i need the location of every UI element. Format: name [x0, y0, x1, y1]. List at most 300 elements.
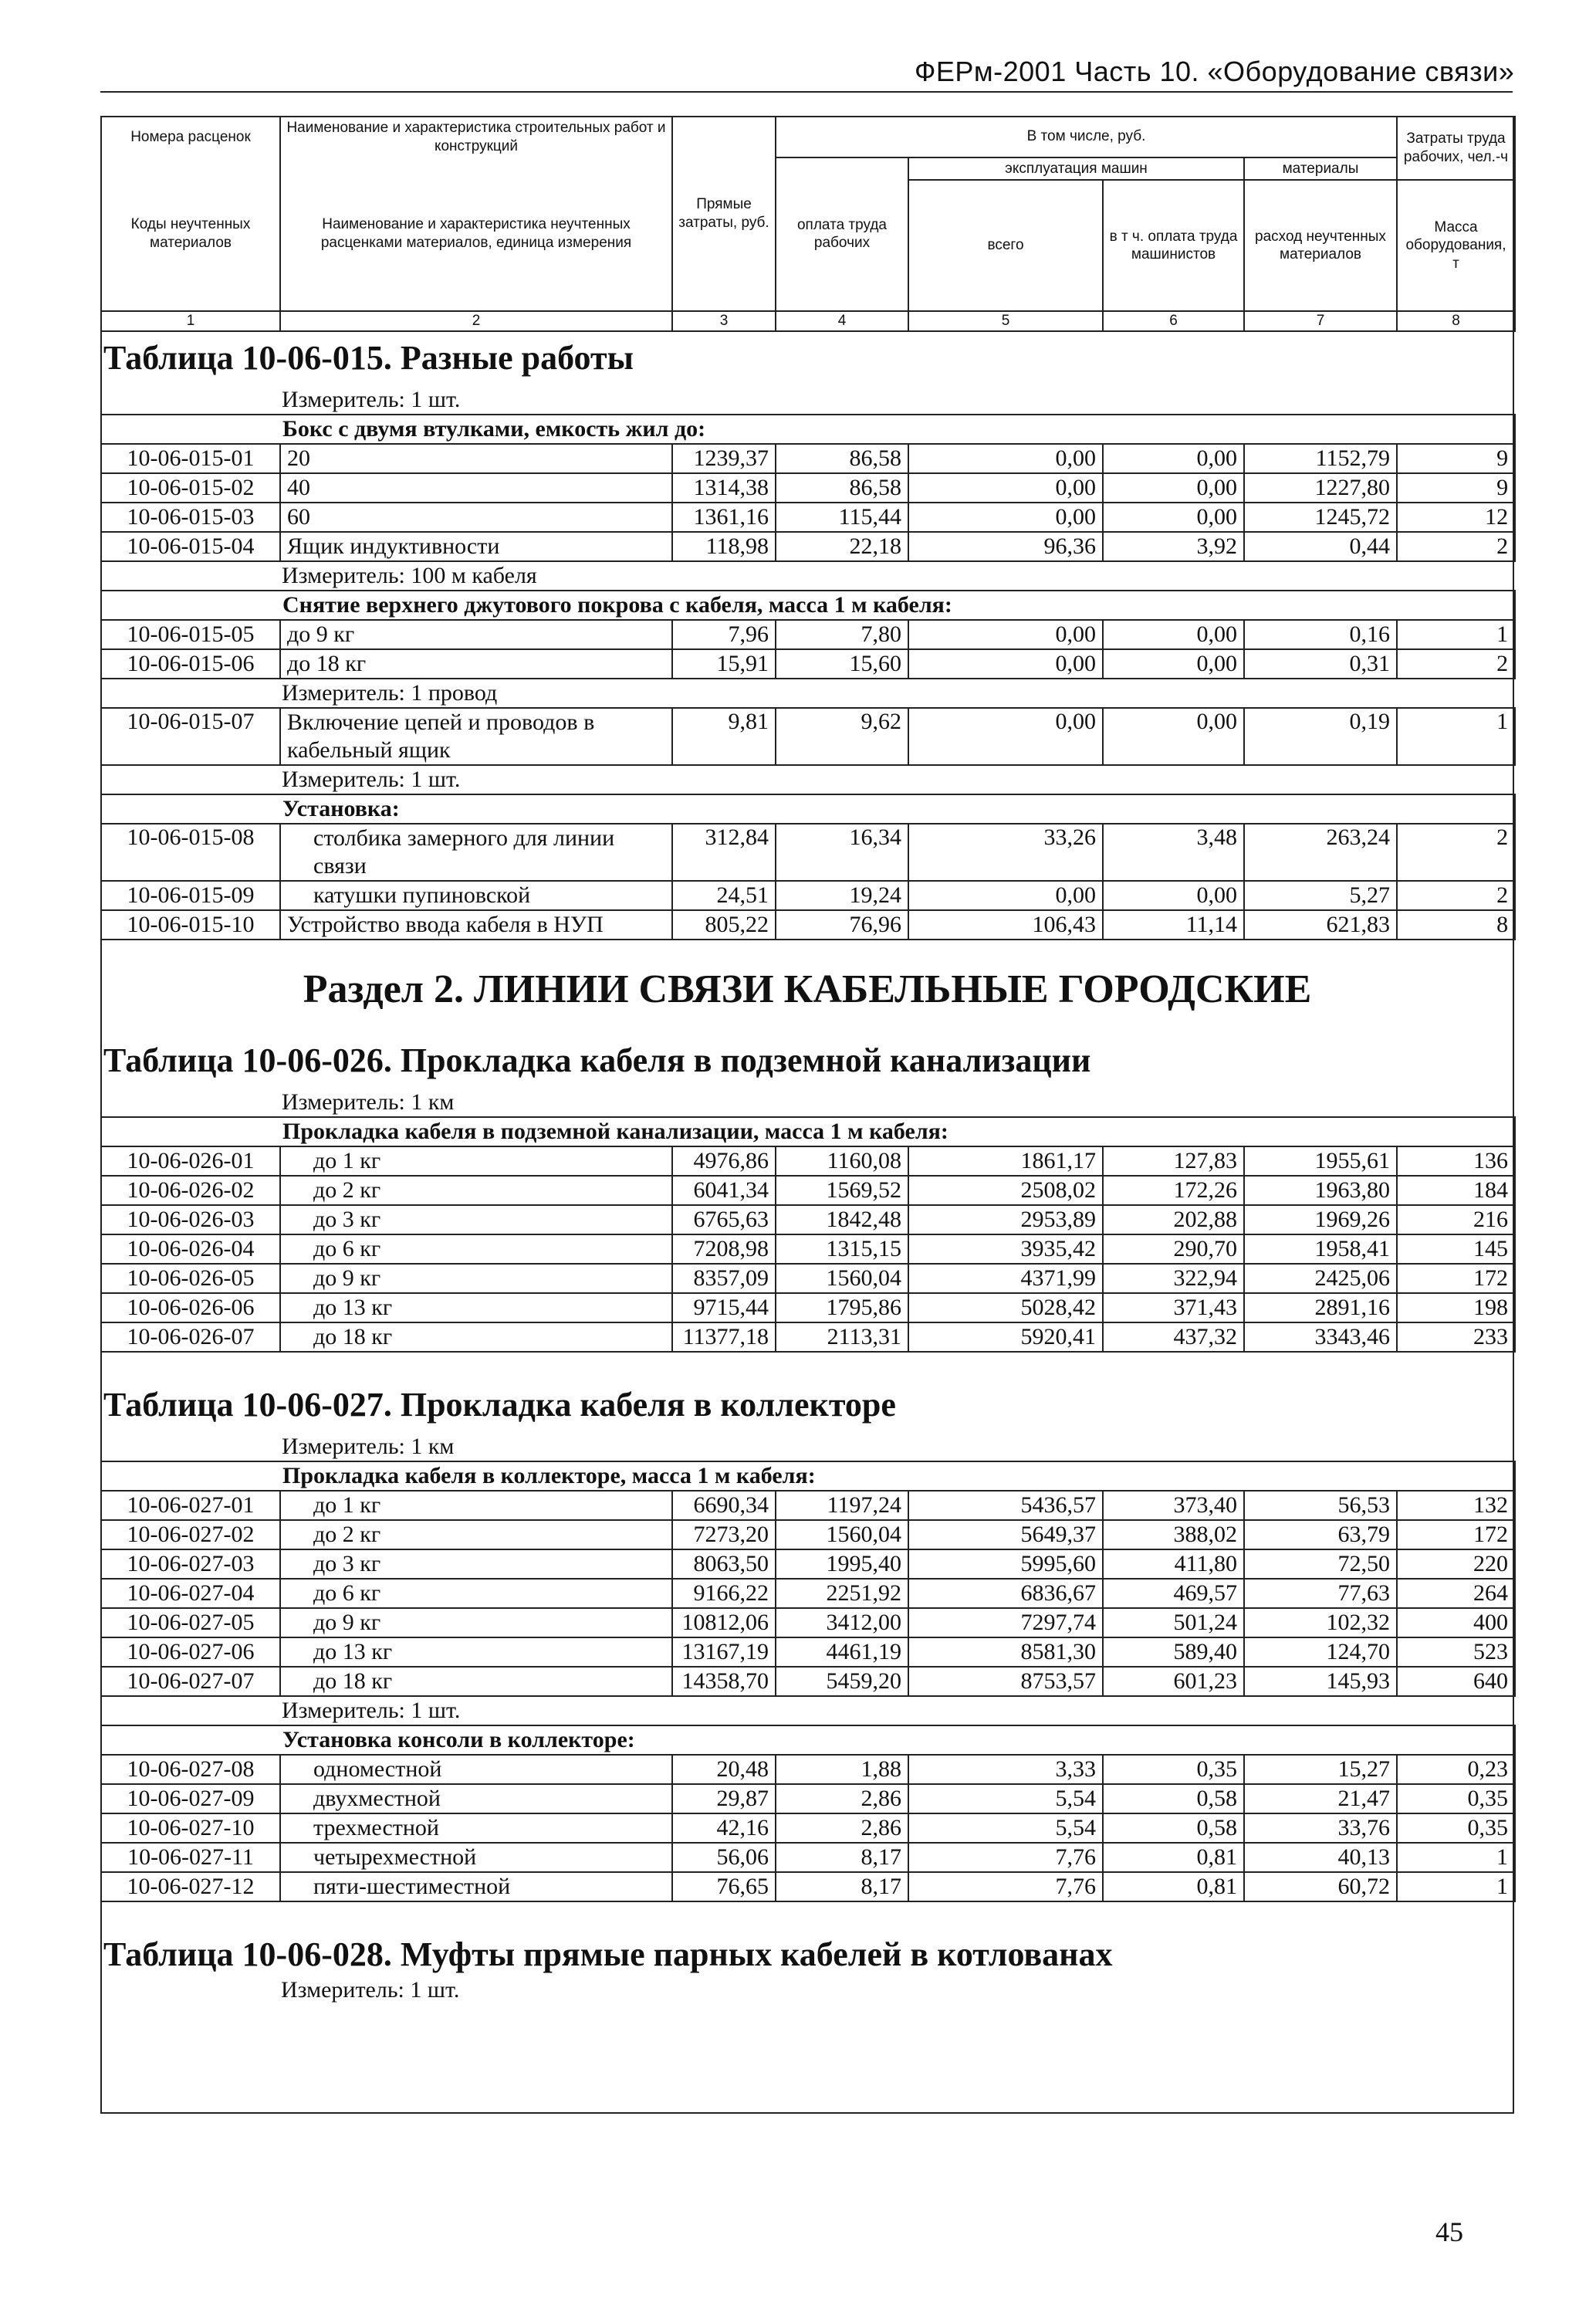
- machines-total: 7,76: [908, 1843, 1103, 1872]
- materials-cost: 0,19: [1244, 708, 1397, 765]
- table-row: [101, 708, 1515, 765]
- work-name: двухместной: [280, 1784, 672, 1813]
- materials-cost: 33,76: [1244, 1813, 1397, 1843]
- table-10-06-026: [100, 1089, 1516, 1353]
- measure-unit: Измеритель: 1 шт.: [101, 765, 1515, 794]
- rate-code: 10-06-027-08: [101, 1755, 280, 1784]
- page-number: 45: [1435, 2216, 1463, 2247]
- machines-total: 0,00: [908, 649, 1103, 679]
- machines-total: 4371,99: [908, 1264, 1103, 1293]
- materials-cost: 102,32: [1244, 1608, 1397, 1637]
- work-name: до 3 кг: [280, 1205, 672, 1234]
- materials-cost: 60,72: [1244, 1872, 1397, 1901]
- direct-costs: 56,06: [672, 1843, 776, 1872]
- direct-costs: 29,87: [672, 1784, 776, 1813]
- rate-code: 10-06-026-03: [101, 1205, 280, 1234]
- labor-costs: 2: [1397, 824, 1515, 881]
- worker-pay: 4461,19: [776, 1637, 908, 1667]
- labor-costs: 136: [1397, 1146, 1515, 1176]
- col-direct-costs: Прямые затраты, руб.: [672, 117, 776, 311]
- direct-costs: 118,98: [672, 532, 776, 561]
- operators-pay: 172,26: [1103, 1176, 1244, 1205]
- work-name: до 2 кг: [280, 1520, 672, 1549]
- content: [100, 323, 1514, 2004]
- table-10-06-028: [100, 1976, 1514, 2004]
- rate-code: 10-06-026-07: [101, 1322, 280, 1352]
- labor-costs: 184: [1397, 1176, 1515, 1205]
- direct-costs: 20,48: [672, 1755, 776, 1784]
- work-name: до 1 кг: [280, 1491, 672, 1520]
- direct-costs: 1361,16: [672, 503, 776, 532]
- worker-pay: 1,88: [776, 1755, 908, 1784]
- machines-total: 0,00: [908, 473, 1103, 503]
- table-row: [101, 824, 1515, 881]
- machines-total: 7,76: [908, 1872, 1103, 1901]
- labor-costs: 172: [1397, 1264, 1515, 1293]
- direct-costs: 312,84: [672, 824, 776, 881]
- col-number: 6: [1103, 311, 1244, 331]
- col-number: 8: [1397, 311, 1515, 331]
- worker-pay: 9,62: [776, 708, 908, 765]
- col-code-top: Номера расценок: [101, 117, 280, 157]
- machines-total: 0,00: [908, 620, 1103, 649]
- materials-cost: 0,31: [1244, 649, 1397, 679]
- machines-total: 3,33: [908, 1755, 1103, 1784]
- table-row: [101, 1872, 1515, 1901]
- table-title: Таблица 10-06-015. Разные работы: [103, 339, 634, 377]
- materials-cost: 1963,80: [1244, 1176, 1397, 1205]
- operators-pay: 0,81: [1103, 1872, 1244, 1901]
- labor-costs: 0,23: [1397, 1755, 1515, 1784]
- materials-cost: 1969,26: [1244, 1205, 1397, 1234]
- operators-pay: 601,23: [1103, 1667, 1244, 1696]
- worker-pay: 1842,48: [776, 1205, 908, 1234]
- worker-pay: 3412,00: [776, 1608, 908, 1637]
- machines-total: 0,00: [908, 503, 1103, 532]
- labor-costs: 132: [1397, 1491, 1515, 1520]
- work-name: до 2 кг: [280, 1176, 672, 1205]
- table-row: [101, 1491, 1515, 1520]
- rate-code: 10-06-015-09: [101, 881, 280, 910]
- work-name: 20: [280, 444, 672, 473]
- measure-unit: Измеритель: 1 км: [101, 1089, 1515, 1117]
- operators-pay: 371,43: [1103, 1293, 1244, 1322]
- work-name: трехместной: [280, 1813, 672, 1843]
- rate-code: 10-06-027-05: [101, 1608, 280, 1637]
- machines-total: 3935,42: [908, 1234, 1103, 1264]
- work-name: катушки пупиновской: [280, 881, 672, 910]
- table-row: [101, 620, 1515, 649]
- table-row: [101, 532, 1515, 561]
- rate-code: 10-06-015-10: [101, 910, 280, 940]
- operators-pay: 11,14: [1103, 910, 1244, 940]
- machines-total: 7297,74: [908, 1608, 1103, 1637]
- materials-cost: 621,83: [1244, 910, 1397, 940]
- direct-costs: 6690,34: [672, 1491, 776, 1520]
- labor-costs: 145: [1397, 1234, 1515, 1264]
- machines-total: 2508,02: [908, 1176, 1103, 1205]
- direct-costs: 10812,06: [672, 1608, 776, 1637]
- machines-total: 0,00: [908, 708, 1103, 765]
- worker-pay: 1160,08: [776, 1146, 908, 1176]
- table-row: [101, 910, 1515, 940]
- machines-total: 5436,57: [908, 1491, 1103, 1520]
- work-name: 40: [280, 473, 672, 503]
- labor-costs: 220: [1397, 1549, 1515, 1579]
- rate-code: 10-06-026-02: [101, 1176, 280, 1205]
- work-name: 60: [280, 503, 672, 532]
- measure-unit: Измеритель: 100 м кабеля: [101, 561, 1515, 591]
- col-number: 1: [101, 311, 280, 331]
- work-name: до 9 кг: [280, 1264, 672, 1293]
- materials-cost: 1245,72: [1244, 503, 1397, 532]
- work-name: пяти-шестиместной: [280, 1872, 672, 1901]
- worker-pay: 2,86: [776, 1784, 908, 1813]
- header-rule: [100, 91, 1513, 93]
- work-name: до 18 кг: [280, 1322, 672, 1352]
- group-header: Прокладка кабеля в коллекторе, масса 1 м кабеля:: [101, 1461, 1515, 1491]
- machines-total: 5028,42: [908, 1293, 1103, 1322]
- work-name: до 1 кг: [280, 1146, 672, 1176]
- table-row: [101, 1234, 1515, 1264]
- group-header: Снятие верхнего джутового покрова с кабеля, масса 1 м кабеля:: [101, 591, 1515, 620]
- operators-pay: 3,92: [1103, 532, 1244, 561]
- work-name: до 9 кг: [280, 1608, 672, 1637]
- worker-pay: 2,86: [776, 1813, 908, 1843]
- operators-pay: 0,00: [1103, 620, 1244, 649]
- operators-pay: 202,88: [1103, 1205, 1244, 1234]
- worker-pay: 86,58: [776, 444, 908, 473]
- machines-total: 106,43: [908, 910, 1103, 940]
- materials-cost: 1958,41: [1244, 1234, 1397, 1264]
- direct-costs: 1314,38: [672, 473, 776, 503]
- machines-total: 8581,30: [908, 1637, 1103, 1667]
- table-row: [101, 503, 1515, 532]
- materials-cost: 0,44: [1244, 532, 1397, 561]
- worker-pay: 2113,31: [776, 1322, 908, 1352]
- table-row: [101, 1520, 1515, 1549]
- worker-pay: 19,24: [776, 881, 908, 910]
- machines-total: 6836,67: [908, 1579, 1103, 1608]
- rate-code: 10-06-027-02: [101, 1520, 280, 1549]
- machines-total: 5920,41: [908, 1322, 1103, 1352]
- direct-costs: 42,16: [672, 1813, 776, 1843]
- rate-code: 10-06-015-01: [101, 444, 280, 473]
- operators-pay: 290,70: [1103, 1234, 1244, 1264]
- worker-pay: 22,18: [776, 532, 908, 561]
- table-row: [101, 881, 1515, 910]
- worker-pay: 1560,04: [776, 1520, 908, 1549]
- materials-cost: 3343,46: [1244, 1322, 1397, 1352]
- direct-costs: 6765,63: [672, 1205, 776, 1234]
- col-number: 3: [672, 311, 776, 331]
- rate-code: 10-06-026-06: [101, 1293, 280, 1322]
- direct-costs: 7,96: [672, 620, 776, 649]
- rate-code: 10-06-027-10: [101, 1813, 280, 1843]
- materials-cost: 21,47: [1244, 1784, 1397, 1813]
- machines-total: 5649,37: [908, 1520, 1103, 1549]
- materials-cost: 5,27: [1244, 881, 1397, 910]
- labor-costs: 0,35: [1397, 1813, 1515, 1843]
- worker-pay: 76,96: [776, 910, 908, 940]
- direct-costs: 11377,18: [672, 1322, 776, 1352]
- rate-code: 10-06-026-01: [101, 1146, 280, 1176]
- rate-code: 10-06-027-12: [101, 1872, 280, 1901]
- operators-pay: 0,00: [1103, 708, 1244, 765]
- table-row: [101, 1843, 1515, 1872]
- col-equipment-mass: Масса оборудования, т: [1397, 180, 1515, 311]
- rate-code: 10-06-026-04: [101, 1234, 280, 1264]
- table-title: Таблица 10-06-027. Прокладка кабеля в коллекторе: [103, 1386, 896, 1424]
- rate-code: 10-06-026-05: [101, 1264, 280, 1293]
- work-name: Ящик индуктивности: [280, 532, 672, 561]
- materials-cost: 63,79: [1244, 1520, 1397, 1549]
- direct-costs: 7208,98: [672, 1234, 776, 1264]
- labor-costs: 640: [1397, 1667, 1515, 1696]
- table-row: [101, 1549, 1515, 1579]
- direct-costs: 1239,37: [672, 444, 776, 473]
- table-row: [101, 1784, 1515, 1813]
- worker-pay: 86,58: [776, 473, 908, 503]
- materials-cost: 263,24: [1244, 824, 1397, 881]
- col-name-bottom: Наименование и характеристика неучтенных расценками материалов, единица измерения: [280, 157, 672, 312]
- table-row: [101, 1293, 1515, 1322]
- machines-total: 33,26: [908, 824, 1103, 881]
- table-title: Таблица 10-06-028. Муфты прямые парных кабелей в котлованах: [103, 1935, 1113, 1973]
- labor-costs: 1: [1397, 1872, 1515, 1901]
- machines-total: 0,00: [908, 881, 1103, 910]
- rate-code: 10-06-015-04: [101, 532, 280, 561]
- col-worker-pay: оплата труда рабочих: [776, 157, 908, 312]
- operators-pay: 3,48: [1103, 824, 1244, 881]
- machines-total: 1861,17: [908, 1146, 1103, 1176]
- labor-costs: 172: [1397, 1520, 1515, 1549]
- work-name: до 18 кг: [280, 649, 672, 679]
- section-title: Раздел 2. ЛИНИИ СВЯЗИ КАБЕЛЬНЫЕ ГОРОДСКИЕ: [303, 967, 1312, 1011]
- col-unaccounted-materials: расход неучтенных материалов: [1244, 180, 1397, 311]
- table-row: [101, 1205, 1515, 1234]
- table-title: Таблица 10-06-026. Прокладка кабеля в подземной канализации: [103, 1041, 1091, 1079]
- rate-code: 10-06-027-03: [101, 1549, 280, 1579]
- rate-code: 10-06-015-05: [101, 620, 280, 649]
- worker-pay: 8,17: [776, 1872, 908, 1901]
- rate-code: 10-06-027-04: [101, 1579, 280, 1608]
- work-name: столбика замерного для линии связи: [280, 824, 672, 881]
- rate-code: 10-06-027-01: [101, 1491, 280, 1520]
- direct-costs: 6041,34: [672, 1176, 776, 1205]
- worker-pay: 115,44: [776, 503, 908, 532]
- measure-unit: Измеритель: 1 км: [101, 1433, 1515, 1461]
- worker-pay: 1560,04: [776, 1264, 908, 1293]
- col-machines: эксплуатация машин: [908, 157, 1244, 181]
- labor-costs: 1: [1397, 620, 1515, 649]
- group-header: Установка:: [101, 794, 1515, 824]
- col-number: 5: [908, 311, 1103, 331]
- labor-costs: 0,35: [1397, 1784, 1515, 1813]
- operators-pay: 388,02: [1103, 1520, 1244, 1549]
- labor-costs: 198: [1397, 1293, 1515, 1322]
- labor-costs: 264: [1397, 1579, 1515, 1608]
- worker-pay: 8,17: [776, 1843, 908, 1872]
- work-name: до 9 кг: [280, 620, 672, 649]
- operators-pay: 0,00: [1103, 881, 1244, 910]
- direct-costs: 4976,86: [672, 1146, 776, 1176]
- labor-costs: 12: [1397, 503, 1515, 532]
- rate-code: 10-06-015-06: [101, 649, 280, 679]
- work-name: Включение цепей и проводов в кабельный ящик: [280, 708, 672, 765]
- table-row: [101, 1146, 1515, 1176]
- labor-costs: 523: [1397, 1637, 1515, 1667]
- operators-pay: 322,94: [1103, 1264, 1244, 1293]
- table-row: [101, 1637, 1515, 1667]
- work-name: до 13 кг: [280, 1637, 672, 1667]
- operators-pay: 0,35: [1103, 1755, 1244, 1784]
- machines-total: 8753,57: [908, 1667, 1103, 1696]
- materials-cost: 0,16: [1244, 620, 1397, 649]
- table-row: [101, 1667, 1515, 1696]
- direct-costs: 13167,19: [672, 1637, 776, 1667]
- materials-cost: 1152,79: [1244, 444, 1397, 473]
- labor-costs: 400: [1397, 1608, 1515, 1637]
- direct-costs: 9166,22: [672, 1579, 776, 1608]
- rate-code: 10-06-027-11: [101, 1843, 280, 1872]
- measure-unit: Измеритель: 1 шт.: [101, 1696, 1515, 1725]
- operators-pay: 0,58: [1103, 1813, 1244, 1843]
- group-header: Бокс с двумя втулками, емкость жил до:: [101, 415, 1515, 444]
- labor-costs: 8: [1397, 910, 1515, 940]
- labor-costs: 2: [1397, 649, 1515, 679]
- col-machines-total: всего: [908, 180, 1103, 311]
- rate-code: 10-06-027-06: [101, 1637, 280, 1667]
- measure-unit: Измеритель: 1 шт.: [101, 386, 1515, 415]
- rate-code: 10-06-015-02: [101, 473, 280, 503]
- work-name: до 3 кг: [280, 1549, 672, 1579]
- col-name-top: Наименование и характеристика строительных работ и конструкций: [280, 117, 672, 157]
- operators-pay: 127,83: [1103, 1146, 1244, 1176]
- worker-pay: 1197,24: [776, 1491, 908, 1520]
- operators-pay: 437,32: [1103, 1322, 1244, 1352]
- labor-costs: 216: [1397, 1205, 1515, 1234]
- materials-cost: 1955,61: [1244, 1146, 1397, 1176]
- worker-pay: 7,80: [776, 620, 908, 649]
- table-row: [101, 1176, 1515, 1205]
- materials-cost: 124,70: [1244, 1637, 1397, 1667]
- measure-unit: Измеритель: 1 провод: [101, 679, 1515, 708]
- rate-code: 10-06-015-03: [101, 503, 280, 532]
- machines-total: 5995,60: [908, 1549, 1103, 1579]
- work-name: до 18 кг: [280, 1667, 672, 1696]
- operators-pay: 0,00: [1103, 649, 1244, 679]
- col-code-bottom: Коды неучтенных материалов: [101, 157, 280, 312]
- col-number: 7: [1244, 311, 1397, 331]
- materials-cost: 15,27: [1244, 1755, 1397, 1784]
- rate-code: 10-06-015-08: [101, 824, 280, 881]
- materials-cost: 77,63: [1244, 1579, 1397, 1608]
- materials-cost: 145,93: [1244, 1667, 1397, 1696]
- materials-cost: 2891,16: [1244, 1293, 1397, 1322]
- table-row: [101, 444, 1515, 473]
- worker-pay: 1795,86: [776, 1293, 908, 1322]
- operators-pay: 0,00: [1103, 444, 1244, 473]
- machines-total: 5,54: [908, 1813, 1103, 1843]
- operators-pay: 469,57: [1103, 1579, 1244, 1608]
- direct-costs: 9,81: [672, 708, 776, 765]
- direct-costs: 24,51: [672, 881, 776, 910]
- running-header: ФЕРм-2001 Часть 10. «Оборудование связи»: [915, 56, 1515, 87]
- table-row: [101, 473, 1515, 503]
- materials-cost: 40,13: [1244, 1843, 1397, 1872]
- rate-code: 10-06-027-09: [101, 1784, 280, 1813]
- labor-costs: 2: [1397, 881, 1515, 910]
- worker-pay: 5459,20: [776, 1667, 908, 1696]
- col-incl: В том числе, руб.: [776, 117, 1397, 157]
- worker-pay: 1315,15: [776, 1234, 908, 1264]
- work-name: Устройство ввода кабеля в НУП: [280, 910, 672, 940]
- table-row: [101, 1322, 1515, 1352]
- materials-cost: 2425,06: [1244, 1264, 1397, 1293]
- measure-unit: Измеритель: 1 шт.: [281, 1977, 460, 2003]
- materials-cost: 72,50: [1244, 1549, 1397, 1579]
- rate-code: 10-06-015-07: [101, 708, 280, 765]
- work-name: четырехместной: [280, 1843, 672, 1872]
- operators-pay: 373,40: [1103, 1491, 1244, 1520]
- table-row: [101, 1755, 1515, 1784]
- table-row: [101, 1608, 1515, 1637]
- operators-pay: 0,00: [1103, 473, 1244, 503]
- labor-costs: 9: [1397, 444, 1515, 473]
- table-10-06-015: [100, 386, 1516, 940]
- col-number: 2: [280, 311, 672, 331]
- labor-costs: 233: [1397, 1322, 1515, 1352]
- labor-costs: 9: [1397, 473, 1515, 503]
- table-row: [101, 1813, 1515, 1843]
- col-labor-top: Затраты труда рабочих, чел.-ч: [1397, 117, 1515, 180]
- direct-costs: 14358,70: [672, 1667, 776, 1696]
- worker-pay: 1569,52: [776, 1176, 908, 1205]
- machines-total: 0,00: [908, 444, 1103, 473]
- operators-pay: 0,00: [1103, 503, 1244, 532]
- table-row: [101, 649, 1515, 679]
- table-row: [101, 1579, 1515, 1608]
- materials-cost: 56,53: [1244, 1491, 1397, 1520]
- worker-pay: 2251,92: [776, 1579, 908, 1608]
- direct-costs: 8063,50: [672, 1549, 776, 1579]
- col-number: 4: [776, 311, 908, 331]
- machines-total: 2953,89: [908, 1205, 1103, 1234]
- rate-code: 10-06-027-07: [101, 1667, 280, 1696]
- col-operators-pay: в т ч. оплата труда машинистов: [1103, 180, 1244, 311]
- operators-pay: 589,40: [1103, 1637, 1244, 1667]
- direct-costs: 805,22: [672, 910, 776, 940]
- materials-cost: 1227,80: [1244, 473, 1397, 503]
- operators-pay: 0,81: [1103, 1843, 1244, 1872]
- table-row: [101, 1264, 1515, 1293]
- col-materials: материалы: [1244, 157, 1397, 181]
- machines-total: 96,36: [908, 532, 1103, 561]
- worker-pay: 15,60: [776, 649, 908, 679]
- group-header: Установка консоли в коллекторе:: [101, 1725, 1515, 1755]
- labor-costs: 1: [1397, 1843, 1515, 1872]
- work-name: одноместной: [280, 1755, 672, 1784]
- work-name: до 6 кг: [280, 1234, 672, 1264]
- operators-pay: 501,24: [1103, 1608, 1244, 1637]
- work-name: до 13 кг: [280, 1293, 672, 1322]
- machines-total: 5,54: [908, 1784, 1103, 1813]
- worker-pay: 16,34: [776, 824, 908, 881]
- direct-costs: 8357,09: [672, 1264, 776, 1293]
- labor-costs: 1: [1397, 708, 1515, 765]
- labor-costs: 2: [1397, 532, 1515, 561]
